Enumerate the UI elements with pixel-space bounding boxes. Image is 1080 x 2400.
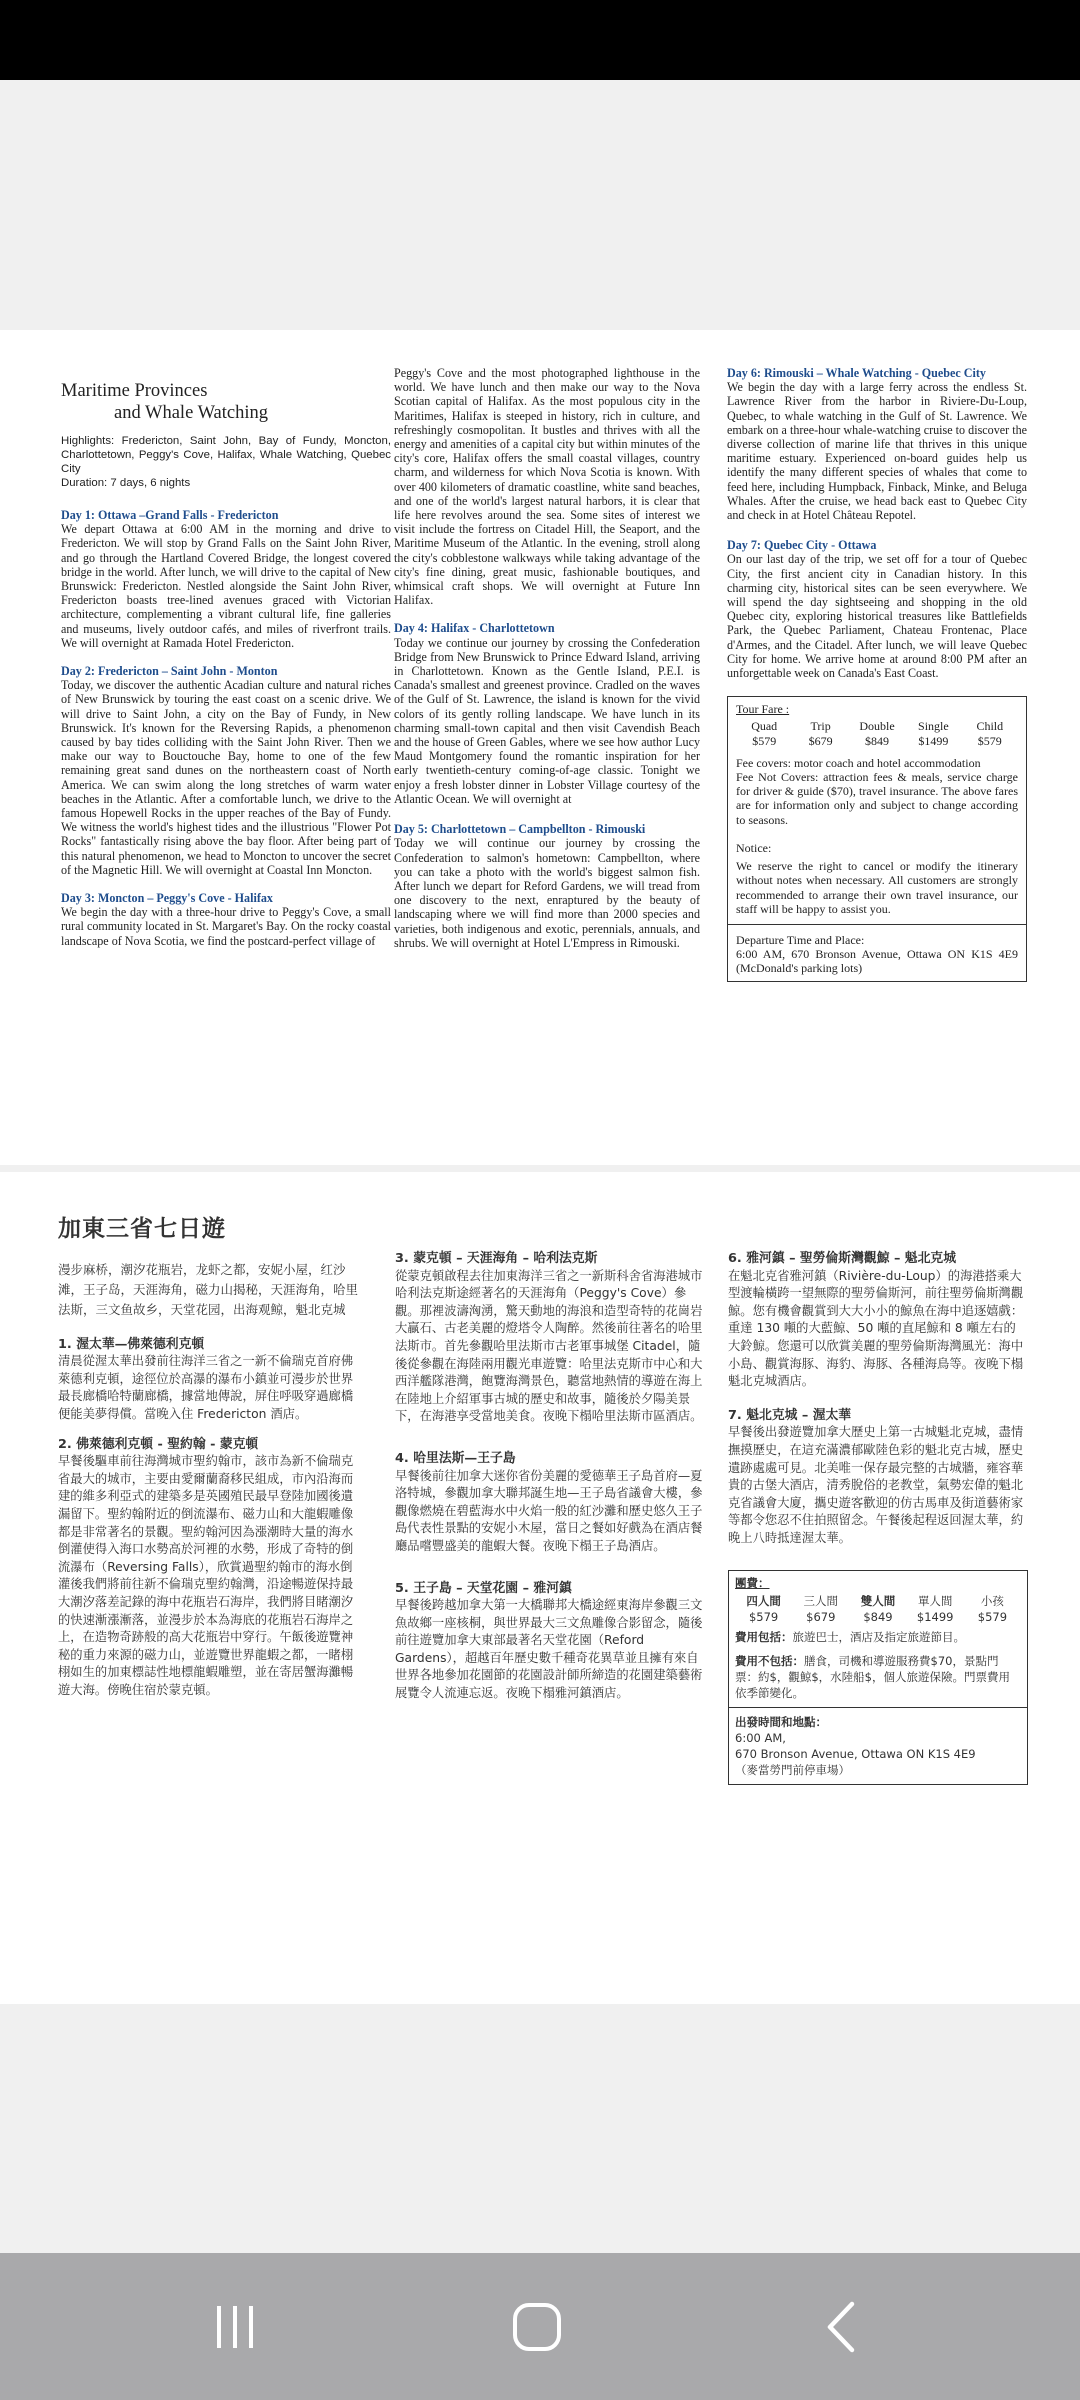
home-button[interactable]: [457, 2253, 617, 2400]
zh-not-covers-label: 費用不包括：: [735, 1653, 804, 1668]
zh-day-6-text: 在魁北克省雅河鎮（Rivière-du-Loup）的海港搭乘大型渡輪橫跨一望無際的聖勞倫斯河，前往聖勞倫斯灣觀鯨。您有機會觀賞到大大小小的鯨魚在海中追逐嬉戲：重達 130 噸的大藍鯨、50 噸的直尾鯨和 8 噸左右的大鈴鯨。您還可以欣賞美麗的聖勞倫斯海灣風光：海中小島、觀賞海豚、海豹、海豚、各種海鳥等。夜晚下榻魁北克城酒店。: [728, 1268, 1024, 1389]
zh-day-2-heading: 2. 佛萊德利克頓 - 聖約翰 - 蒙克頓: [58, 1436, 259, 1452]
zh-day-7-text: 早餐後出發遊覽加拿大歷史上第一古城魁北克城，盡情撫摸歷史，在這充滿濃郁歐陸色彩的魁北克古城，歷史遺跡處處可見。北美唯一保存最完整的古城牆，雍容華貴的古堡大酒店，清秀脫俗的老教堂，氣勢宏偉的魁北克省議會大廈，攜史遊客歡迎的仿古馬車及街道藝術家等都令您忍不住拍照留念。午餐後起程返回渥太華，約晚上八時抵達渥太華。: [728, 1425, 1024, 1545]
zh-fare-header: 小孩: [980, 1593, 1004, 1608]
english-title-line-1: Maritime Provinces: [61, 381, 208, 401]
tour-fare-box: [727, 696, 1027, 981]
zh-day-1-text: 清晨從渥太華出發前往海洋三省之一新不倫瑞克首府佛萊德利克頓，途徑位於高瀑的瀑布小鎮並可漫步於世界最長廊橋哈特蘭廊橋，據當地傳說，屏住呼吸穿過廊橋便能美夢得償。當晚入住 Fredericton 酒店。: [58, 1354, 354, 1421]
fare-covers: Fee covers: motor coach and hotel accommodation: [736, 755, 981, 770]
fare-header: Quad: [751, 719, 778, 734]
duration-text: Duration: 7 days, 6 nights: [61, 477, 191, 489]
fare-price: $579: [752, 733, 777, 748]
chinese-column-1: [58, 1192, 358, 1699]
zh-day-2-text: 早餐後驅車前往海灣城市聖約翰市，該市為新不倫瑞克省最大的城市，主要由愛爾蘭裔移民組成，市內沿海而建的維多利亞式的建築多是英國殖民最早登陸加國後遺漏留下。聖約翰附近的倒流瀑布、磁力山和大龍蝦雕像都是非常著名的景觀。聖約翰河因為漲潮時大量的海水倒灌使得入海口水勢高於河裡的水勢，形成了奇特的倒流瀑布（Reversing Falls），欣賞過聖約翰市的海水倒灌後我們將前往新不倫瑞克聖約翰灣，沿途暢遊保持最大潮汐落差記錄的海中花瓶岩石海岸，我們將目睹潮汐的快速漸漲漸落，並漫步於本為海底的花瓶岩石海岸之上，在造物奇跡般的高大花瓶岩中穿行。午飯後遊覽神秘的重力來源的磁力山，並遊覽世界龍蝦之都，一睹栩栩如生的加東標誌性地標龍蝦雕塑，並在寄居蟹海灘暢遊大海。傍晚住宿於蒙克頓。: [58, 1454, 354, 1697]
zh-fare-header: 四人間: [746, 1593, 781, 1608]
zh-day-3-text: 從蒙克頓啟程去往加東海洋三省之一新斯科舍省海港城市哈利法克斯途經著名的天涯海角（Peggy's Cove）參觀。那裡波濤洶湧，驚天動地的海浪和造型奇特的花崗岩大贏石、古老美麗的燈塔令人陶醉。然後前往著名的哈里法斯市。首先參觀哈里法斯市古老軍事城堡 Citadel，隨後從參觀在海陸兩用觀光車遊覽：哈里法克斯市中心和大西洋艦隊港灣，飽覽海灣景色，聽當地熱情的導遊在海上在陸地上介紹軍事古城的歷史和故事，隨後於夕陽美景下，在海港享受當地美食。夜晚下榻哈里法斯市區酒店。: [395, 1268, 703, 1424]
zh-day-3-heading: 3. 蒙克頓 – 天涯海角 – 哈利法克斯: [395, 1251, 598, 1266]
fare-price: $679: [808, 733, 833, 748]
day-3-heading: Day 3: Moncton – Peggy's Cove - Halifax: [61, 891, 273, 906]
day-6-text: We begin the day with a large ferry across the endless St. Lawrence River from the harbor in Riviere-Du-Loup, Quebec, to whale watching in the Gulf of St. Lawrence. We embark on a three-hour whale-watching cruise to discover the diverse collection of marine life that thrives in this unique maritime estuary. Experienced on-board guides help us identify the many different species of whales that come to feed here, including Humpback, Finback, Minke, and Beluga Whales. After the cruise, we head back east to Quebec City and check in at Hotel Château Repotel.: [727, 380, 1027, 523]
english-title-line-2: and Whale Watching: [114, 403, 268, 423]
zh-day-1-heading: 1. 渥太華—佛萊德利克頓: [58, 1336, 205, 1352]
fare-not-covers: Fee Not Covers: attraction fees & meals, service charge for driver & guide ($70), travel insurance. The above fares are for information only and subject to change according to seasons.: [736, 770, 1018, 827]
zh-fare-price: $679: [806, 1609, 836, 1624]
zh-departure-time: 6:00 AM,: [735, 1730, 786, 1745]
zh-covers-text: 旅遊巴士，酒店及指定旅遊節目。: [792, 1629, 965, 1644]
fare-price: $579: [977, 733, 1002, 748]
day-7-heading: Day 7: Quebec City - Ottawa: [727, 538, 877, 553]
fare-header: Single: [918, 719, 949, 734]
zh-departure-address: 670 Bronson Avenue, Ottawa ON K1S 4E9: [735, 1746, 976, 1761]
chinese-column-2: [395, 1250, 707, 1703]
departure-text: 6:00 AM, 670 Bronson Avenue, Ottawa ON K1S 4E9 (McDonald's parking lots): [736, 947, 1018, 976]
recents-button[interactable]: [155, 2253, 315, 2400]
english-title: [61, 380, 391, 424]
day-1-heading: Day 1: Ottawa –Grand Falls - Fredericton: [61, 508, 279, 522]
status-bar: [0, 0, 1080, 80]
day-3-text-continued: [394, 366, 700, 607]
day-7-text: On our last day of the trip, we set off for a tour of Quebec City, the first ancient city in Canadian history. In this charming city, historical sites can be seen everywhere. We will spend the day sightseeing and shopping in the old Quebec city, exploring historical treasures like Battlefields Park, the Quebec Parliament, Chateau Frontenac, Place d'Armes, and the Citadel. After lunch, we will leave Quebec City for home. We arrive home at around 8:00 PM after an unforgettable week on Canada's East Coast.: [727, 552, 1027, 681]
zh-fare-header: 單人間: [917, 1593, 953, 1608]
back-button[interactable]: [760, 2253, 920, 2400]
chinese-title: 加東三省七日遊: [58, 1215, 226, 1242]
fare-table: [736, 719, 1018, 747]
chinese-highlights: 漫步麻桥，潮汐花瓶岩，龙虾之都，安妮小屋，红沙滩，王子岛，天涯海角，磁力山揭秘，天涯海角，哈里法斯，三文鱼故乡，天堂花园，出海观鲸，魁北克城: [58, 1261, 359, 1317]
day-4-text: Today we continue our journey by crossing the Confederation Bridge from New Brunswick to Prince Edward Island, arriving in Charlottetown. Known as the Gentle Island, P.E.I. is Canada's smallest and greenest province. Cradled on the waves of the Gulf of St. Lawrence, the island is known for the vivid colors of its gently rolling landscape. We have lunch in its charming small-town capital and then visit Cavendish Beach and the house of Green Gables, where we see how author Lucy Maud Montgomery found the romantic inspiration for her early twentieth-century coming-of-age classic. Tonight we enjoy a fresh lobster dinner in Lobster Village courtesy of the Atlantic Ocean. We will overnight at: [394, 635, 700, 806]
day-5-heading: Day 5: Charlottetown – Campbellton - Rimouski: [394, 822, 646, 837]
day-4-heading: Day 4: Halifax - Charlottetown: [394, 621, 555, 636]
day-5-text: Today we will continue our journey by crossing the Confederation to salmon's hometown: Campbellton, where you can take a photo with the world's biggest salmon fish. After lunch we depart for Reford Gardens, we will tread from one discovery to the next, enraptured by the beauty of landscaping where we will find more than 2000 species and varieties, both indigenous and exotic, perennials, annuals, and shrubs. We will overnight at Hotel L'Empress in Rimouski.: [394, 836, 700, 950]
day-3-text-continued-body: Peggy's Cove and the most photographed lighthouse in the world. We have lunch and then make our way to the Nova Scotian capital of Halifax. As the most populous city in the Maritimes, Halifax is steeped in history, rich in culture, and refreshingly cosmopolitan. It bustles and thrives with all the energy and amenities of a capital city but within minutes of the city's core, Halifax offers the small coastal villages, country charm, and wilderness for which Nova Scotia is known. With over 400 kilometers of dramatic coastline, white sand beaches, and one of the world's largest natural harbors, it is clear that life here revolves around the sea. Some sites of interest we visit include the fortress on Citadel Hill, the Seaport, and the Maritime Museum of the Atlantic. In the evening, stroll along the city's cobblestone walkways while taking advantage of the city's fine dining, great music, fashionable boutiques, and whimsical craft shops. We will overnight at Future Inn Halifax.: [394, 366, 700, 608]
zh-departure-note: （麥當勞門前停車場）: [735, 1762, 850, 1777]
zh-day-4-heading: 4. 哈里法斯—王子島: [395, 1450, 516, 1466]
tour-fare-title: Tour Fare :: [736, 702, 790, 717]
zh-fare-table: [735, 1593, 1021, 1625]
day-6-heading: Day 6: Rimouski – Whale Watching - Quebec City: [727, 366, 986, 380]
day-3-text: We begin the day with a three-hour drive to Peggy's Cove, a small rural community located in St. Margaret's Bay. On the rocky coastal landscape of Nova Scotia, we find the postcard-perfect village of: [61, 905, 391, 948]
chinese-brochure-page: [0, 1172, 1080, 2004]
zh-fare-header: 三人間: [803, 1593, 839, 1608]
english-brochure-page: [0, 330, 1080, 1165]
notice-title: Notice:: [736, 840, 772, 855]
zh-fare-covers: [735, 1629, 1021, 1645]
zh-fare-price: $1499: [916, 1609, 954, 1624]
zh-fare-title: 團費：: [735, 1575, 770, 1590]
highlights-text: Highlights: Fredericton, Saint John, Bay of Fundy, Moncton, Charlottetown, Peggy's Cove, Halifax, Whale Watching, Quebec City: [61, 435, 391, 475]
recents-icon: [211, 2302, 259, 2352]
day-1-text: We depart Ottawa at 6:00 AM in the morning and drive to Fredericton. We will stop by Grand Falls on the Saint John River, and go through the Hartland Covered Bridge, the longest covered bridge in the world. After lunch, we will drive to the capital of New Brunswick: Fredericton. Nestled alongside the Saint John River, Fredericton boasts tree-lined avenues graced with Victorian architecture, complementing a vibrant cultural life, fine galleries and museums, lively outdoor cafés, and miles of riverfront trails. We will overnight at Ramada Hotel Fredericton.: [61, 522, 391, 650]
fare-price: $1499: [918, 733, 949, 748]
zh-fare-header: 雙人間: [860, 1593, 896, 1608]
back-icon: [822, 2300, 858, 2354]
fare-header: Trip: [810, 719, 831, 734]
zh-day-6-heading: 6. 雅河鎮 – 聖勞倫斯灣觀鯨 – 魁北克城: [728, 1251, 956, 1266]
english-column-2: [394, 366, 700, 950]
navigation-bar: [0, 2253, 1080, 2400]
zh-day-5-text: 早餐後跨越加拿大第一大橋聯邦大橋途經東海岸參觀三文魚故鄉一座核桐，與世界最大三文魚雕像合影留念，隨後前往遊覽加拿大東部最著名天堂花園（Reford Gardens），超越百年歷史數千種奇花異草並且擁有來自世界各地參加花園節的花園設計師所締造的花園建築藝術展覽令人流連忘返。夜晚下榻雅河鎮酒店。: [395, 1598, 703, 1701]
zh-day-7-heading: 7. 魁北克城 – 渥太華: [728, 1407, 852, 1423]
zh-day-5-heading: 5. 王子島 – 天堂花園 – 雅河鎮: [395, 1580, 572, 1596]
fare-header: Child: [976, 719, 1004, 734]
zh-fare-price: $849: [863, 1609, 893, 1624]
zh-fare-not-covers: [735, 1653, 1021, 1701]
zh-departure-title: 出發時間和地點：: [735, 1714, 827, 1729]
english-highlights: [61, 434, 391, 490]
zh-not-covers-text: 膳食，司機和導遊服務費$70，景點門票：約$，觀鯨$，水陸船$，個人旅遊保險。門票費用依季節變化。: [735, 1653, 1010, 1700]
zh-day-4-text: 早餐後前往加拿大迷你省份美麗的愛德華王子島首府—夏洛特城，參觀加拿大聯邦誕生地—王子島省議會大樓，參觀像燃燒在碧藍海水中火焰一般的紅沙灘和歷史悠久王子島代表性景點的安妮小木屋，當日之餐如好戲為在酒店餐廳品嚐豐盛美的龍蝦大餐。夜晚下榻王子島酒店。: [395, 1468, 703, 1553]
english-column-3: [727, 366, 1027, 982]
zh-fare-price: $579: [977, 1609, 1008, 1624]
fare-price: $849: [864, 733, 889, 748]
zh-departure-section: [729, 1707, 1027, 1780]
english-column-1: [61, 372, 391, 948]
departure-title: Departure Time and Place:: [736, 932, 865, 947]
notice-text: We reserve the right to cancel or modify the itinerary without notes when necessary. All customers are strongly recommended to arrange their own travel insurance, our staff will be happy to assist you.: [736, 859, 1018, 916]
zh-fare-price: $579: [748, 1609, 779, 1624]
fare-header: Double: [859, 719, 895, 734]
day-2-heading: Day 2: Fredericton – Saint John - Monton: [61, 664, 278, 679]
home-icon: [511, 2301, 563, 2353]
day-2-text: Today, we discover the authentic Acadian culture and natural riches of New Brunswick by touring the east coast on a scenic drive. We will drive to Saint John, a city on the Bay of Fundy, in New Brunswick. It's known for the Reversing Rapids, a phenomenon caused by bay tides colliding with the Saint John River. Then we make our way to Bouctouche Bay, home to one of the few remaining great sand dunes on the northeastern coast of North America. We can swim along the long stretches of warm water beaches in the Atlantic. After a comfortable lunch, we drive to the famous Hopewell Rocks in the upper reaches of the Bay of Fundy. We witness the world's highest tides and the illustrious "Flower Pot Rocks" fantastically rising above the bay floor. After being part of this natural phenomenon, we head to Moncton to uncover the secret of the Magnetic Hill. We will overnight at Coastal Inn Moncton.: [61, 678, 391, 877]
chinese-column-3: [728, 1250, 1028, 1785]
zh-tour-fare-box: [728, 1570, 1028, 1785]
departure-section: [728, 924, 1026, 976]
zh-covers-label: 費用包括：: [735, 1629, 793, 1644]
